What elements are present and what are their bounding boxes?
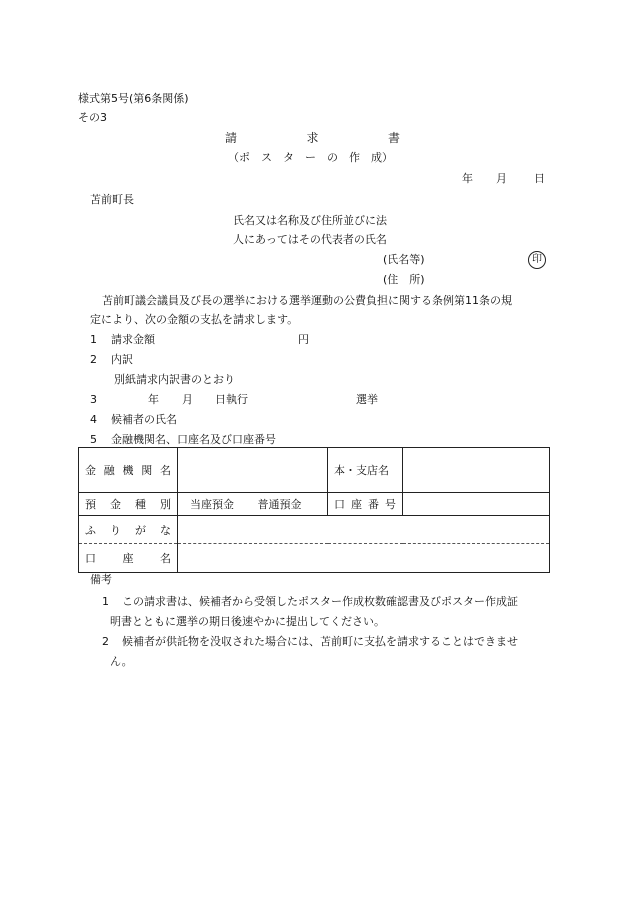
body-text-line-1: 苫前町議会議員及び長の選挙における選挙運動の公費負担に関する条例第11条の規 xyxy=(102,294,512,307)
item-2-detail: 別紙請求内訳書のとおり xyxy=(114,373,235,386)
label-char: 金 xyxy=(85,464,96,477)
label-char: が xyxy=(135,523,146,537)
item-3-number: 3 xyxy=(90,393,97,406)
item-3-year: 年 xyxy=(148,393,159,406)
document-title xyxy=(225,131,400,145)
label-char: 名 xyxy=(160,552,171,565)
item-3-day: 日執行 xyxy=(215,393,248,406)
furigana-field[interactable] xyxy=(178,516,550,544)
item-5-number: 5 xyxy=(90,433,97,446)
remark-1-line-2: 明書とともに選挙の期日後速やかに提出してください。 xyxy=(110,615,385,628)
table-row xyxy=(79,493,550,516)
addressee: 苫前町長 xyxy=(90,193,134,206)
item-1-number: 1 xyxy=(90,333,97,346)
label-char: 預 xyxy=(85,498,96,511)
label-char: 番 xyxy=(368,498,379,511)
item-4-number: 4 xyxy=(90,413,97,426)
title-char-2: 求 xyxy=(306,131,319,145)
item-2-number: 2 xyxy=(90,353,97,366)
label-char: 座 xyxy=(122,552,134,565)
label-char: 別 xyxy=(160,498,171,511)
body-text-line-2: 定により、次の金額の支払を請求します。 xyxy=(90,313,299,326)
label-char: 金 xyxy=(110,498,121,511)
date-day: 日 xyxy=(534,172,545,185)
remark-1-line-1: この請求書は、候補者から受領したポスター作成枚数確認書及びポスター作成証 xyxy=(122,595,518,608)
label-char: ふ xyxy=(85,523,96,537)
item-2-label: 内訳 xyxy=(111,353,133,366)
name-label: (氏名等) xyxy=(383,253,425,266)
deposit-option-savings[interactable]: 普通預金 xyxy=(257,498,302,511)
deposit-type-label-cell xyxy=(79,493,178,516)
item-1-label: 請求金額 xyxy=(111,333,155,346)
item-3-election: 選挙 xyxy=(356,393,378,406)
label-char: 号 xyxy=(385,498,396,511)
date-month: 月 xyxy=(496,172,507,185)
bank-account-table xyxy=(78,447,550,573)
label-char: 関 xyxy=(141,464,153,477)
item-4-label: 候補者の氏名 xyxy=(111,413,177,426)
remark-2-line-1: 候補者が供託物を没収された場合には、苫前町に支払を請求することはできませ xyxy=(122,635,518,648)
title-char-1: 請 xyxy=(225,131,238,145)
label-char: 口 xyxy=(85,552,96,565)
branch-name-field[interactable] xyxy=(403,448,550,493)
institution-name-field[interactable] xyxy=(178,448,328,493)
date-year: 年 xyxy=(462,172,473,185)
label-char: 口 xyxy=(334,498,345,511)
label-char: 座 xyxy=(351,498,362,511)
item-1-unit: 円 xyxy=(298,333,309,346)
title-char-3: 書 xyxy=(387,131,400,145)
table-row xyxy=(79,448,550,493)
item-5-label: 金融機関名、口座名及び口座番号 xyxy=(111,433,276,446)
deposit-type-options[interactable] xyxy=(178,493,328,516)
account-number-field[interactable] xyxy=(403,493,550,516)
label-char: り xyxy=(110,523,121,537)
applicant-line-2: 人にあってはその代表者の氏名 xyxy=(233,233,387,246)
document-subtitle: （ポ ス タ ー の 作 成） xyxy=(228,151,393,164)
label-char: 種 xyxy=(135,498,146,511)
remarks-heading: 備考 xyxy=(90,573,112,586)
institution-label-cell xyxy=(79,448,178,493)
seal-mark: 印 xyxy=(528,251,546,269)
item-3-month: 月 xyxy=(182,393,193,406)
label-char: 名 xyxy=(160,464,171,477)
form-number: 様式第5号(第6条関係) xyxy=(78,92,189,105)
address-label: (住 所) xyxy=(383,273,425,286)
account-name-field[interactable] xyxy=(178,544,550,573)
table-row xyxy=(79,516,550,544)
label-char: 融 xyxy=(103,464,115,477)
branch-label: 本・支店名 xyxy=(334,464,389,477)
table-row xyxy=(79,544,550,573)
deposit-option-current[interactable]: 当座預金 xyxy=(190,498,234,511)
form-part: その3 xyxy=(78,111,107,124)
furigana-label-cell xyxy=(79,516,178,544)
account-name-label-cell xyxy=(79,544,178,573)
remark-2-line-2: ん。 xyxy=(110,655,133,668)
account-number-label-cell xyxy=(328,493,403,516)
label-char: な xyxy=(160,523,171,537)
remark-1-number: 1 xyxy=(102,595,109,608)
label-char: 機 xyxy=(122,464,134,477)
applicant-line-1: 氏名又は名称及び住所並びに法 xyxy=(233,214,387,227)
remark-2-number: 2 xyxy=(102,635,109,648)
branch-label-cell xyxy=(328,448,403,493)
